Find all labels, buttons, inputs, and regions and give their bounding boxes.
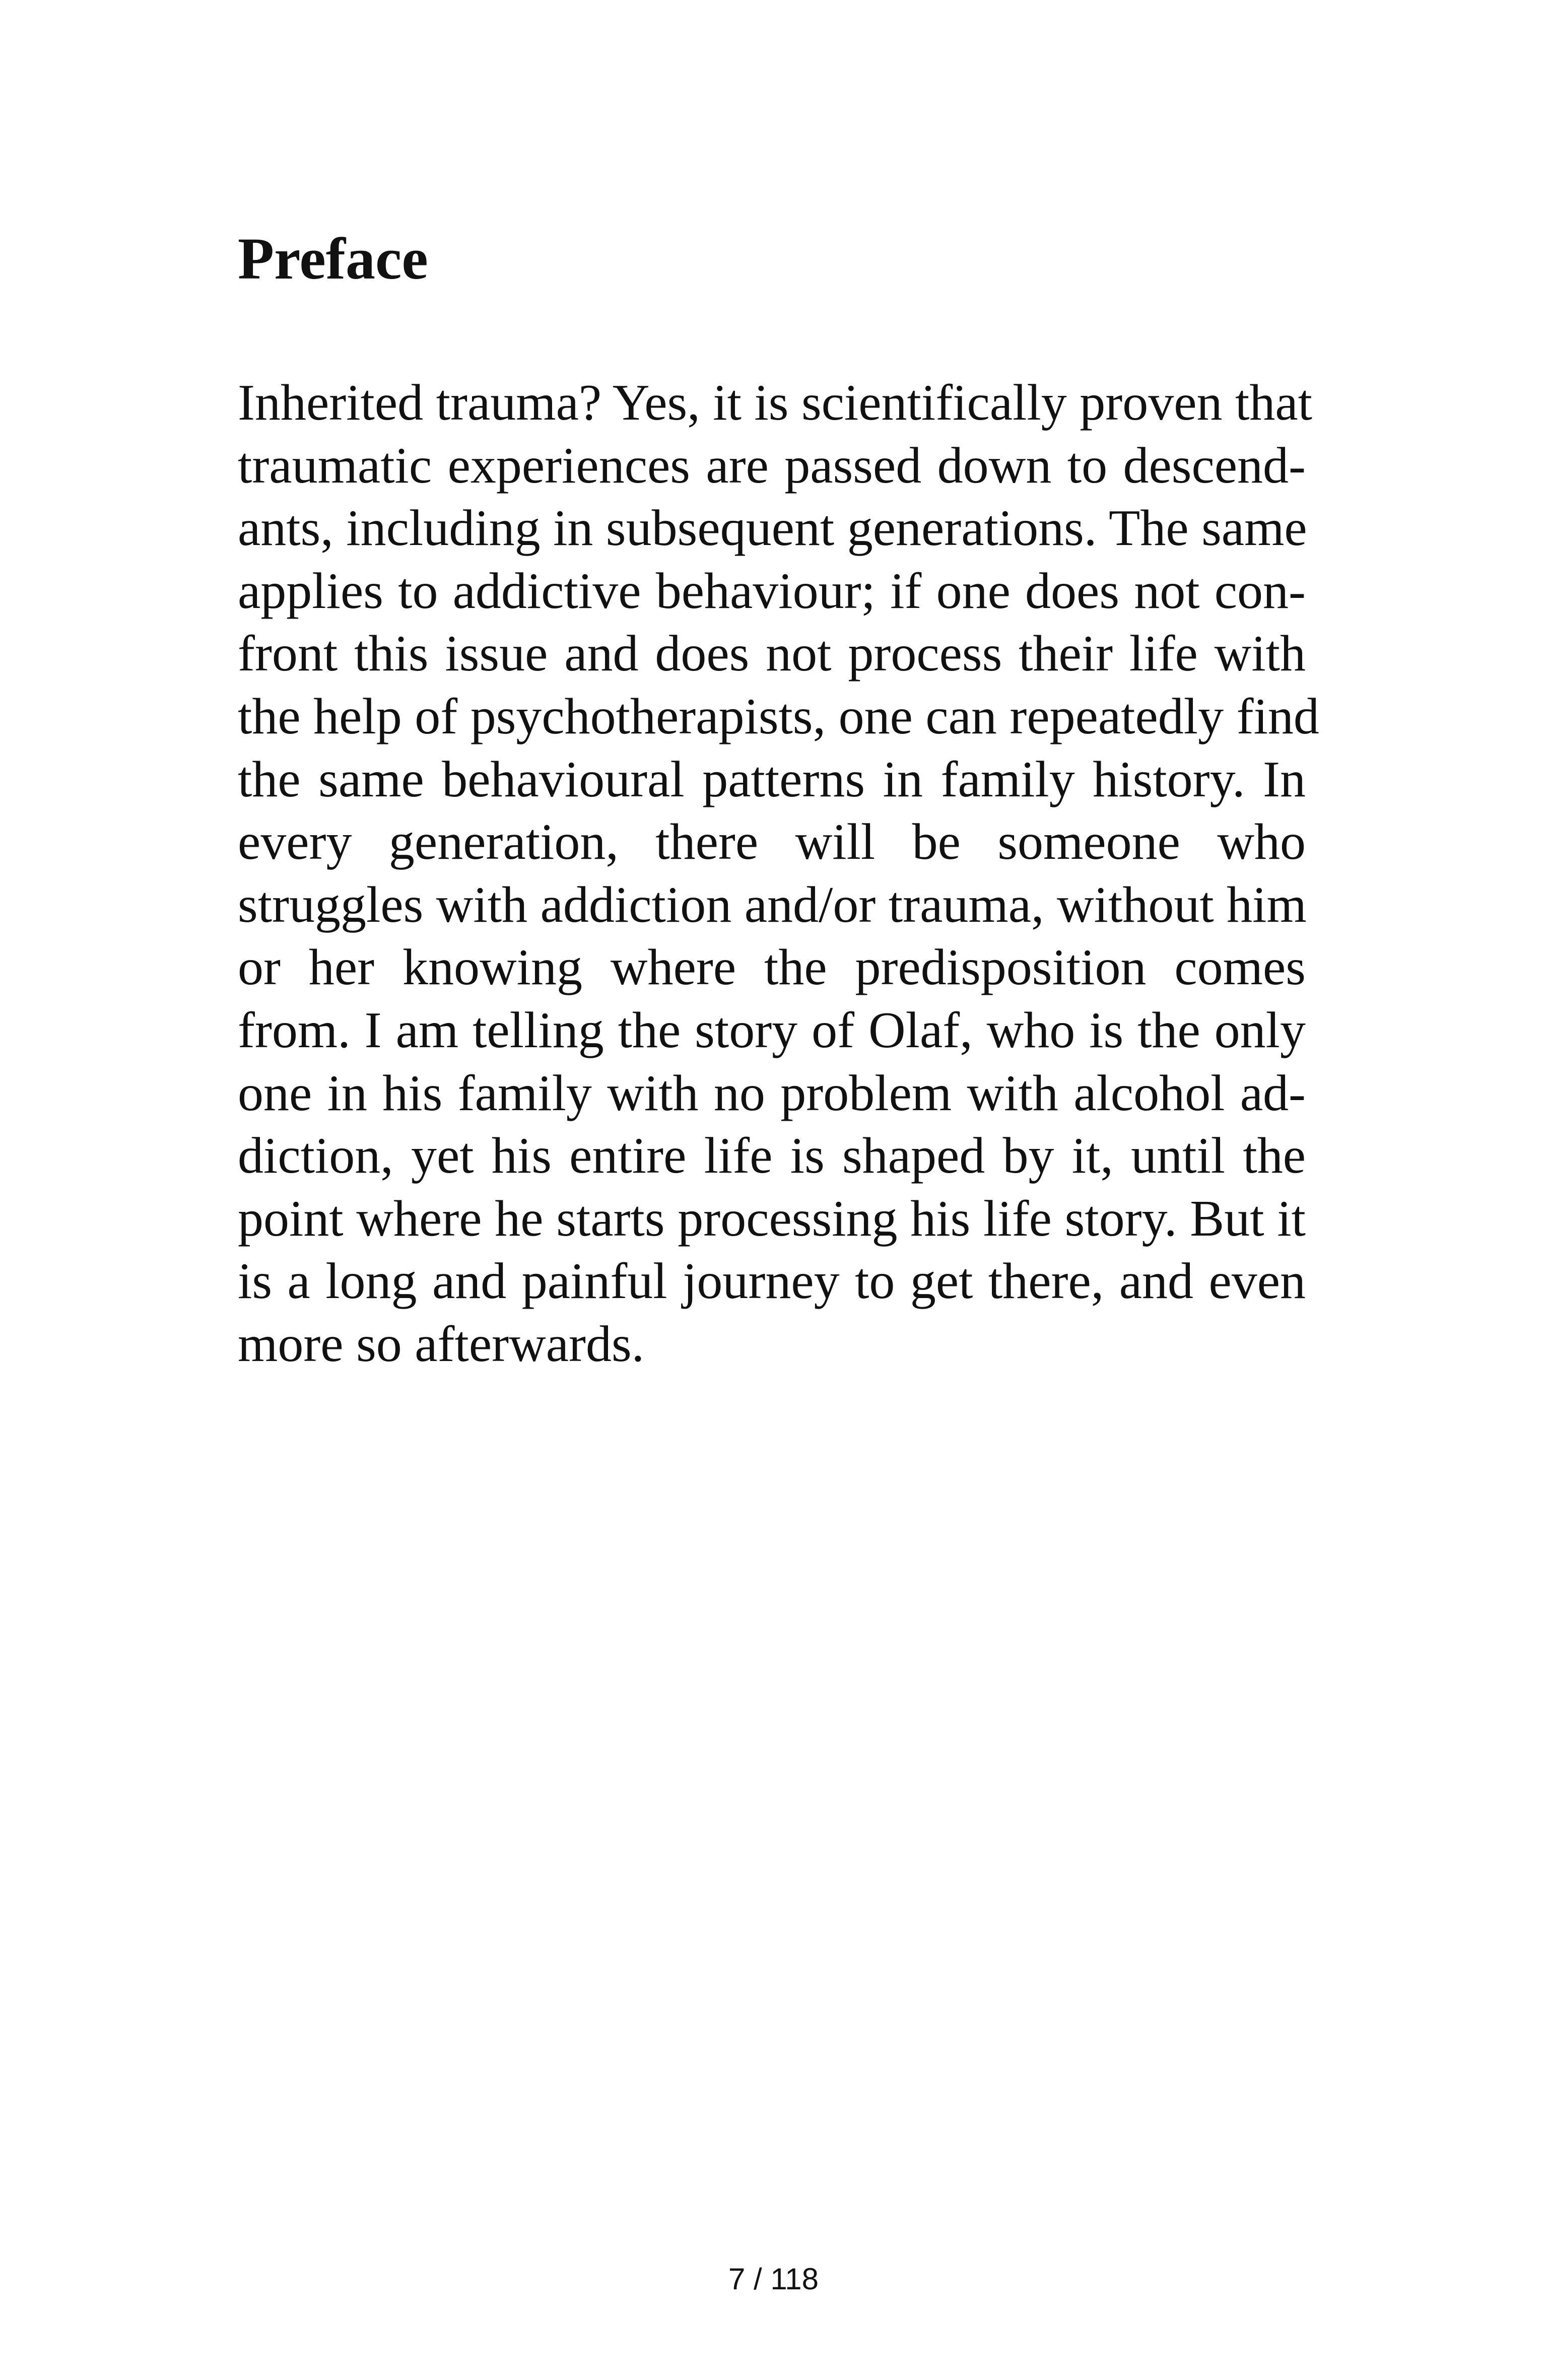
paragraph-line: the same behavioural patterns in family history. In: [238, 751, 1306, 808]
preface-paragraph: [238, 372, 1319, 1376]
paragraph-line: or her knowing where the predisposition comes: [238, 939, 1306, 996]
page-number: 7 / 118: [728, 2262, 819, 2296]
paragraph-line: is a long and painful journey to get there, and even: [238, 1253, 1306, 1310]
paragraph-line: diction, yet his entire life is shaped by it, until the: [238, 1127, 1306, 1185]
paragraph-line: the help of psychotherapists, one can repeatedly find: [238, 688, 1319, 745]
paragraph-line: every generation, there will be someone who: [238, 813, 1306, 871]
paragraph-line: traumatic experiences are passed down to descend-: [238, 437, 1306, 494]
paragraph-line: from. I am telling the story of Olaf, who is the only: [238, 1001, 1306, 1059]
paragraph-line: ants, including in subsequent generations. The same: [238, 500, 1307, 557]
paragraph-line: Inherited trauma? Yes, it is scientifically proven that: [238, 374, 1312, 431]
chapter-heading: Preface: [238, 226, 428, 292]
paragraph-line: applies to addictive behaviour; if one does not con-: [238, 562, 1306, 620]
paragraph-line: front this issue and does not process their life with: [238, 625, 1306, 683]
paragraph-line: struggles with addiction and/or trauma, without him: [238, 876, 1307, 933]
paragraph-line: point where he starts processing his life story. But it: [238, 1190, 1306, 1247]
paragraph-line: more so afterwards.: [238, 1315, 645, 1373]
paragraph-line: one in his family with no problem with alcohol ad-: [238, 1064, 1306, 1122]
